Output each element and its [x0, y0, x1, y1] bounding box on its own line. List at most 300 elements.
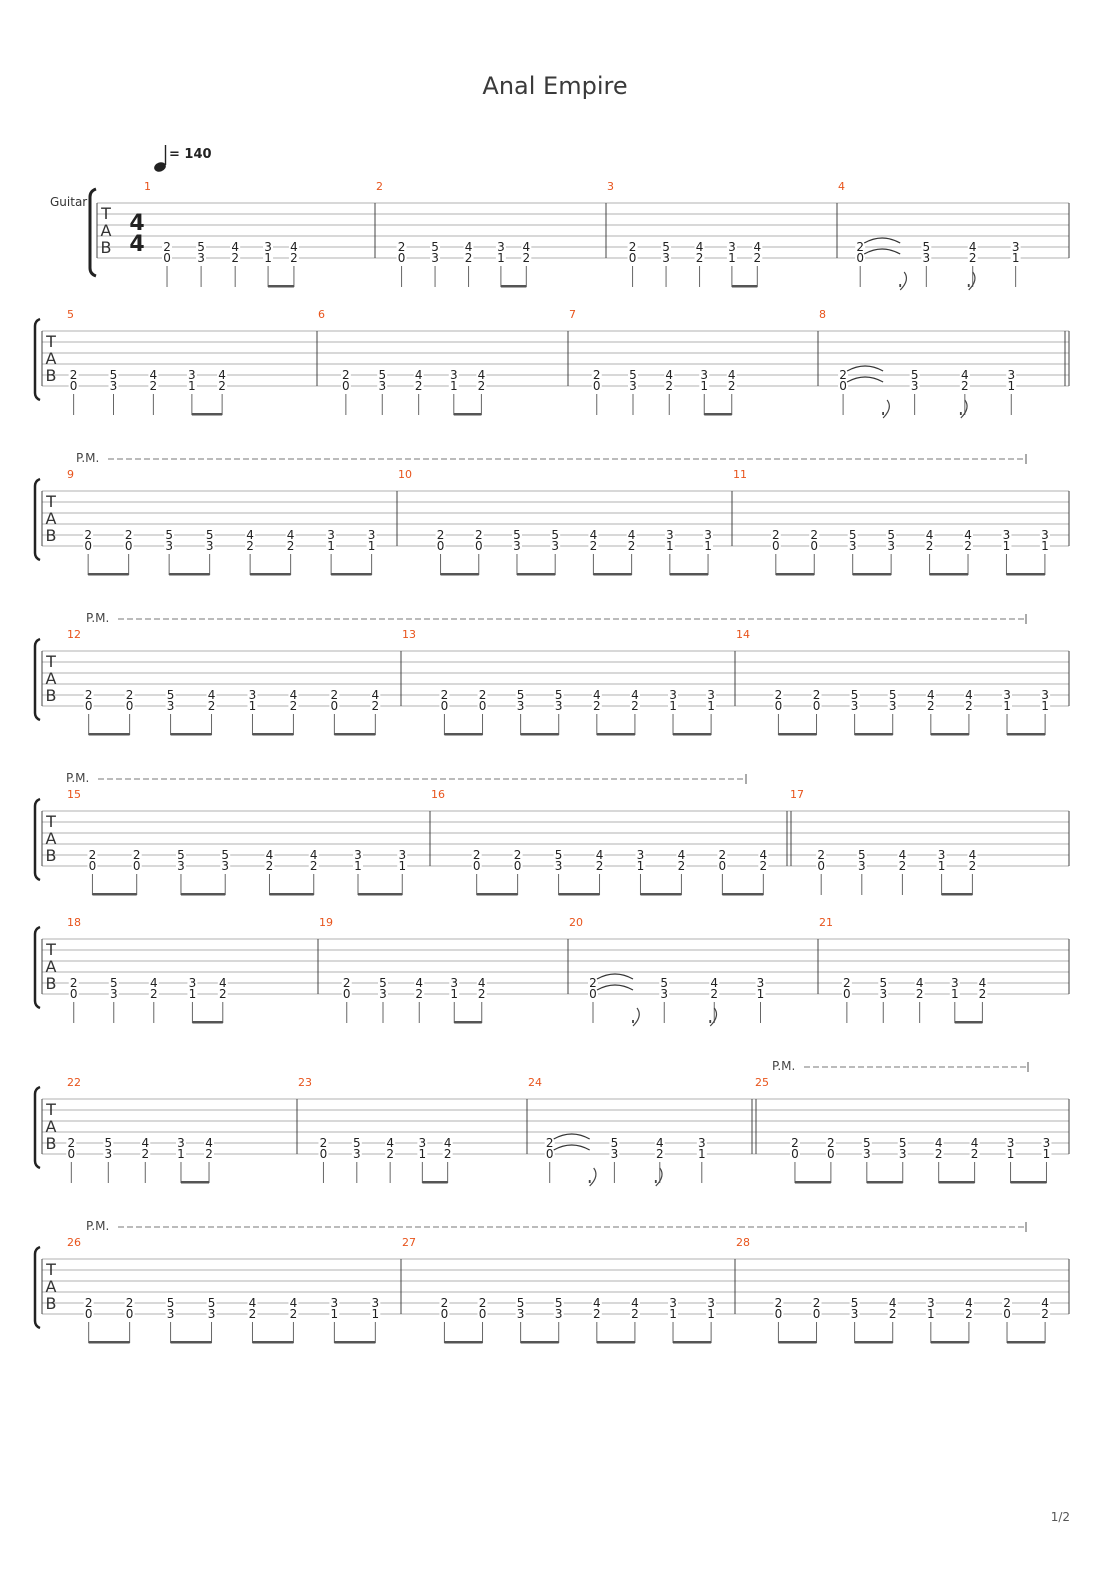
fret-number: 4 — [888, 1296, 897, 1310]
fret-number: 0 — [124, 539, 133, 553]
tab-clef-letter: B — [45, 974, 57, 993]
measure-number: 7 — [569, 308, 576, 321]
fret-number: 3 — [697, 1136, 706, 1150]
fret-number: 4 — [978, 976, 987, 990]
system-bracket — [35, 799, 40, 880]
fret-number: 2 — [207, 699, 216, 713]
fret-number: 0 — [791, 1147, 799, 1161]
fret-number: 2 — [371, 699, 380, 713]
fret-number: 2 — [595, 859, 604, 873]
fret-number: 4 — [218, 368, 226, 382]
fret-number: 2 — [968, 859, 977, 873]
fret-number: 4 — [925, 528, 934, 542]
fret-number: 4 — [970, 1136, 979, 1150]
fret-number: 4 — [443, 1136, 452, 1150]
fret-number: 3 — [1041, 688, 1049, 702]
fret-number: 5 — [109, 368, 118, 382]
note-beam — [593, 573, 631, 576]
fret-number: 5 — [109, 976, 118, 990]
fret-number: 3 — [610, 1147, 619, 1161]
fret-number: 3 — [104, 1147, 113, 1161]
fret-number: 4 — [655, 1136, 664, 1150]
fret-number: 5 — [104, 1136, 113, 1150]
tie-arc — [597, 974, 633, 979]
note-beam — [939, 1181, 975, 1184]
fret-number: 2 — [592, 1307, 601, 1321]
fret-number: 0 — [839, 379, 847, 393]
fret-number: 1 — [418, 1147, 427, 1161]
note-beam — [1011, 1181, 1047, 1184]
fret-number: 3 — [248, 688, 257, 702]
fret-number: 3 — [926, 1296, 935, 1310]
note-beam — [334, 1341, 375, 1344]
fret-number: 3 — [330, 1296, 339, 1310]
fret-number: 0 — [84, 1307, 93, 1321]
tab-clef-letter: B — [100, 238, 112, 257]
fret-number: 0 — [1003, 1307, 1011, 1321]
fret-number: 2 — [218, 379, 226, 393]
tab-clef-letter: T — [101, 204, 111, 223]
fret-number: 3 — [418, 1136, 427, 1150]
fret-number: 1 — [330, 1307, 339, 1321]
fret-number: 3 — [188, 976, 197, 990]
fret-number: 3 — [937, 848, 946, 862]
note-beam — [673, 1341, 711, 1344]
system-bracket — [35, 1247, 40, 1328]
measure-number: 10 — [398, 468, 412, 481]
fret-number: 1 — [707, 699, 715, 713]
fret-number: 2 — [774, 688, 783, 702]
fret-number: 1 — [1002, 539, 1011, 553]
tab-clef-letter: B — [45, 686, 57, 705]
note-beam — [192, 413, 222, 416]
fret-number: 2 — [545, 1136, 554, 1150]
fret-number: 0 — [397, 251, 406, 265]
note-beam — [640, 893, 681, 896]
note-beam — [89, 1341, 130, 1344]
note-beam — [454, 1021, 482, 1024]
note-beam — [704, 413, 732, 416]
fret-number: 5 — [887, 528, 895, 542]
measure-number: 4 — [838, 180, 845, 193]
note-beam — [942, 893, 973, 896]
fret-number: 3 — [205, 539, 214, 553]
tab-clef-letter: A — [45, 669, 57, 688]
fret-number: 3 — [707, 1296, 715, 1310]
note-beam — [670, 573, 708, 576]
fret-number: 2 — [477, 379, 486, 393]
fret-number: 2 — [915, 987, 924, 1001]
fret-number: 2 — [839, 368, 847, 382]
fret-number: 2 — [970, 1147, 979, 1161]
fret-number: 3 — [378, 379, 387, 393]
fret-number: 2 — [718, 848, 727, 862]
fret-number: 4 — [141, 1136, 150, 1150]
tab-clef-letter: A — [45, 829, 57, 848]
note-beam — [422, 1181, 447, 1184]
fret-number: 0 — [774, 1307, 783, 1321]
tie-arc — [554, 1145, 590, 1150]
palm-mute-label: P.M. — [66, 771, 90, 785]
note-beam — [252, 733, 293, 736]
note-beam — [88, 573, 128, 576]
fret-number: 2 — [319, 1136, 328, 1150]
note-flag — [961, 400, 967, 418]
fret-number: 4 — [961, 368, 969, 382]
fret-number: 1 — [1042, 1147, 1051, 1161]
fret-number: 0 — [132, 859, 141, 873]
tab-clef-letter: B — [45, 366, 57, 385]
note-beam — [192, 1021, 222, 1024]
fret-number: 3 — [704, 528, 712, 542]
fret-number: 2 — [1041, 1307, 1049, 1321]
fret-number: 4 — [727, 368, 736, 382]
fret-number: 2 — [964, 539, 972, 553]
system-bracket — [35, 927, 40, 1008]
fret-number: 5 — [629, 368, 637, 382]
measure-number: 8 — [819, 308, 826, 321]
fret-number: 3 — [1011, 240, 1020, 254]
fret-number: 3 — [850, 1307, 859, 1321]
tab-clef-letter: T — [46, 652, 56, 671]
tab-clef-letter: B — [45, 1134, 57, 1153]
fret-number: 4 — [592, 688, 601, 702]
fret-number: 0 — [125, 699, 134, 713]
tab-clef-letter: T — [46, 1260, 56, 1279]
fret-number: 5 — [862, 1136, 871, 1150]
fret-number: 1 — [177, 1147, 185, 1161]
fret-number: 2 — [812, 688, 821, 702]
fret-number: 0 — [440, 699, 449, 713]
fret-number: 2 — [342, 368, 350, 382]
fret-number: 2 — [934, 1147, 943, 1161]
fret-number: 4 — [265, 848, 274, 862]
fret-number: 2 — [163, 240, 171, 254]
note-flag — [710, 1008, 716, 1026]
measure-number: 5 — [67, 308, 74, 321]
fret-number: 5 — [660, 976, 669, 990]
fret-number: 2 — [286, 539, 295, 553]
note-beam — [521, 733, 559, 736]
fret-number: 0 — [827, 1147, 835, 1161]
fret-number: 0 — [771, 539, 780, 553]
fret-number: 3 — [398, 848, 407, 862]
fret-number: 2 — [812, 1296, 821, 1310]
tab-clef-letter: A — [45, 349, 57, 368]
fret-number: 3 — [669, 688, 677, 702]
measure-number: 19 — [319, 916, 333, 929]
fret-number: 3 — [449, 368, 458, 382]
note-beam — [171, 733, 212, 736]
fret-number: 2 — [968, 251, 977, 265]
measure-number: 16 — [431, 788, 445, 801]
fret-number: 0 — [163, 251, 171, 265]
fret-number: 2 — [125, 688, 134, 702]
tab-clef-letter: T — [46, 940, 56, 959]
fret-number: 5 — [516, 688, 525, 702]
fret-number: 3 — [879, 987, 888, 1001]
note-beam — [795, 1181, 831, 1184]
note-beam — [597, 733, 635, 736]
fret-number: 2 — [205, 1147, 213, 1161]
fret-number: 4 — [677, 848, 686, 862]
fret-number: 2 — [522, 251, 531, 265]
fret-number: 1 — [700, 379, 709, 393]
note-beam — [501, 285, 526, 288]
tab-clef-letter: B — [45, 846, 57, 865]
note-beam — [930, 573, 968, 576]
fret-number: 3 — [516, 1307, 525, 1321]
tab-clef-letter: T — [46, 1100, 56, 1119]
fret-number: 3 — [1007, 368, 1016, 382]
note-beam — [853, 573, 891, 576]
fret-number: 2 — [856, 240, 865, 254]
fret-number: 2 — [589, 976, 597, 990]
fret-number: 5 — [610, 1136, 619, 1150]
fret-number: 4 — [968, 848, 977, 862]
fret-number: 5 — [554, 1296, 563, 1310]
fret-number: 2 — [440, 1296, 449, 1310]
fret-number: 4 — [1041, 1296, 1049, 1310]
fret-number: 5 — [516, 1296, 525, 1310]
fret-number: 2 — [397, 240, 406, 254]
fret-number: 3 — [728, 240, 736, 254]
fret-number: 1 — [666, 539, 674, 553]
fret-number: 0 — [342, 379, 350, 393]
fret-number: 2 — [843, 976, 851, 990]
note-beam — [732, 285, 757, 288]
fret-number: 3 — [188, 368, 196, 382]
fret-number: 2 — [627, 539, 636, 553]
fret-number: 4 — [415, 976, 424, 990]
fret-number: 2 — [218, 987, 227, 1001]
fret-number: 4 — [205, 1136, 213, 1150]
fret-number: 4 — [289, 688, 298, 702]
fret-number: 2 — [124, 528, 133, 542]
fret-number: 2 — [125, 1296, 134, 1310]
fret-number: 3 — [554, 1307, 563, 1321]
note-beam — [776, 573, 814, 576]
fret-number: 2 — [290, 251, 298, 265]
fret-number: 0 — [589, 987, 597, 1001]
fret-number: 0 — [342, 987, 351, 1001]
fret-number: 5 — [848, 528, 857, 542]
note-beam — [955, 1021, 983, 1024]
fret-number: 2 — [132, 848, 141, 862]
fret-number: 2 — [478, 688, 487, 702]
fret-number: 0 — [628, 251, 637, 265]
fret-number: 4 — [968, 240, 977, 254]
note-beam — [559, 893, 600, 896]
fret-number: 4 — [414, 368, 423, 382]
fret-number: 1 — [264, 251, 272, 265]
fret-number: 5 — [857, 848, 866, 862]
fret-number: 3 — [850, 699, 859, 713]
measure-number: 24 — [528, 1076, 542, 1089]
fret-number: 4 — [207, 688, 216, 702]
note-beam — [1007, 1341, 1045, 1344]
fret-number: 4 — [477, 368, 486, 382]
measure-number: 17 — [790, 788, 804, 801]
fret-number: 2 — [415, 987, 424, 1001]
fret-number: 2 — [84, 528, 92, 542]
fret-number: 4 — [290, 240, 298, 254]
measure-number: 28 — [736, 1236, 750, 1249]
fret-number: 0 — [69, 987, 78, 1001]
fret-number: 4 — [248, 1296, 257, 1310]
tie-arc — [847, 366, 883, 371]
fret-number: 4 — [309, 848, 318, 862]
note-beam — [444, 1341, 482, 1344]
fret-number: 0 — [843, 987, 851, 1001]
fret-number: 2 — [978, 987, 987, 1001]
note-flag — [900, 272, 906, 290]
fret-number: 3 — [666, 528, 674, 542]
fret-number: 0 — [67, 1147, 76, 1161]
fret-number: 4 — [631, 1296, 639, 1310]
note-beam — [181, 1181, 209, 1184]
tab-clef-letter: T — [46, 332, 56, 351]
fret-number: 2 — [695, 251, 704, 265]
measure-number: 11 — [733, 468, 747, 481]
fret-number: 1 — [450, 987, 459, 1001]
note-beam — [252, 1341, 293, 1344]
fret-number: 4 — [464, 240, 473, 254]
fret-number: 5 — [166, 688, 175, 702]
fret-number: 3 — [327, 528, 335, 542]
fret-number: 2 — [628, 240, 637, 254]
fret-number: 5 — [207, 1296, 216, 1310]
fret-number: 2 — [414, 379, 423, 393]
fret-number: 4 — [477, 976, 486, 990]
fret-number: 2 — [474, 528, 483, 542]
note-beam — [1006, 573, 1044, 576]
system-bracket — [35, 479, 40, 560]
fret-number: 2 — [898, 859, 907, 873]
palm-mute-label: P.M. — [86, 611, 110, 625]
fret-number: 2 — [817, 848, 826, 862]
score-title: Anal Empire — [482, 72, 628, 100]
fret-number: 2 — [443, 1147, 452, 1161]
fret-number: 2 — [710, 987, 719, 1001]
fret-number: 1 — [950, 987, 959, 1001]
tab-clef-letter: A — [100, 221, 112, 240]
fret-number: 0 — [817, 859, 826, 873]
note-beam — [477, 893, 518, 896]
fret-number: 2 — [88, 848, 97, 862]
fret-number: 3 — [629, 379, 637, 393]
fret-number: 0 — [474, 539, 483, 553]
fret-number: 5 — [513, 528, 521, 542]
measure-number: 13 — [402, 628, 416, 641]
fret-number: 3 — [662, 251, 670, 265]
fret-number: 2 — [925, 539, 934, 553]
fret-number: 4 — [589, 528, 598, 542]
measure-number: 6 — [318, 308, 325, 321]
fret-number: 0 — [856, 251, 865, 265]
fret-number: 5 — [551, 528, 560, 542]
fret-number: 2 — [592, 368, 601, 382]
fret-number: 2 — [1003, 1296, 1011, 1310]
fret-number: 4 — [753, 240, 762, 254]
note-beam — [171, 1341, 212, 1344]
tie-arc — [597, 985, 633, 990]
fret-number: 5 — [205, 528, 214, 542]
fret-number: 5 — [352, 1136, 361, 1150]
fret-number: 3 — [166, 1307, 175, 1321]
fret-number: 2 — [84, 688, 93, 702]
note-beam — [931, 733, 969, 736]
tab-clef-letter: T — [46, 812, 56, 831]
fret-number: 1 — [707, 1307, 715, 1321]
page-number: 1/2 — [1050, 1510, 1070, 1524]
fret-number: 4 — [149, 976, 158, 990]
fret-number: 3 — [497, 240, 505, 254]
fret-number: 4 — [915, 976, 924, 990]
fret-number: 0 — [88, 859, 97, 873]
fret-number: 2 — [477, 987, 486, 1001]
fret-number: 2 — [472, 848, 481, 862]
time-signature-bottom: 4 — [129, 232, 145, 257]
fret-number: 0 — [513, 859, 522, 873]
note-beam — [517, 573, 555, 576]
fret-number: 4 — [246, 528, 254, 542]
fret-number: 3 — [177, 859, 185, 873]
tab-clef-letter: A — [45, 957, 57, 976]
fret-number: 2 — [478, 1296, 487, 1310]
fret-number: 0 — [774, 699, 783, 713]
fret-number: 5 — [378, 368, 387, 382]
fret-number: 0 — [545, 1147, 554, 1161]
fret-number: 2 — [149, 379, 158, 393]
fret-number: 3 — [887, 539, 895, 553]
fret-number: 1 — [248, 699, 257, 713]
measure-number: 18 — [67, 916, 81, 929]
palm-mute-label: P.M. — [86, 1219, 110, 1233]
fret-number: 1 — [1007, 379, 1016, 393]
fret-number: 5 — [850, 688, 859, 702]
fret-number: 2 — [753, 251, 762, 265]
fret-number: 0 — [592, 379, 601, 393]
fret-number: 1 — [371, 1307, 380, 1321]
fret-number: 4 — [386, 1136, 394, 1150]
note-beam — [89, 733, 130, 736]
fret-number: 0 — [330, 699, 339, 713]
fret-number: 4 — [934, 1136, 943, 1150]
fret-number: 2 — [810, 528, 819, 542]
fret-number: 5 — [898, 1136, 907, 1150]
fret-number: 1 — [1041, 539, 1049, 553]
fret-number: 2 — [246, 539, 254, 553]
fret-number: 2 — [655, 1147, 664, 1161]
fret-number: 5 — [197, 240, 205, 254]
fret-number: 4 — [289, 1296, 298, 1310]
fret-number: 4 — [965, 688, 973, 702]
tab-clef-letter: B — [45, 526, 57, 545]
system-bracket — [35, 319, 40, 400]
fret-number: 5 — [221, 848, 230, 862]
measure-number: 1 — [144, 180, 151, 193]
note-beam — [931, 1341, 969, 1344]
fret-number: 4 — [286, 528, 295, 542]
tab-clef-letter: A — [45, 1117, 57, 1136]
fret-number: 3 — [848, 539, 857, 553]
note-beam — [334, 733, 375, 736]
fret-number: 3 — [950, 976, 959, 990]
tie-arc — [864, 249, 900, 254]
fret-number: 4 — [710, 976, 719, 990]
tie-arc — [554, 1134, 590, 1139]
